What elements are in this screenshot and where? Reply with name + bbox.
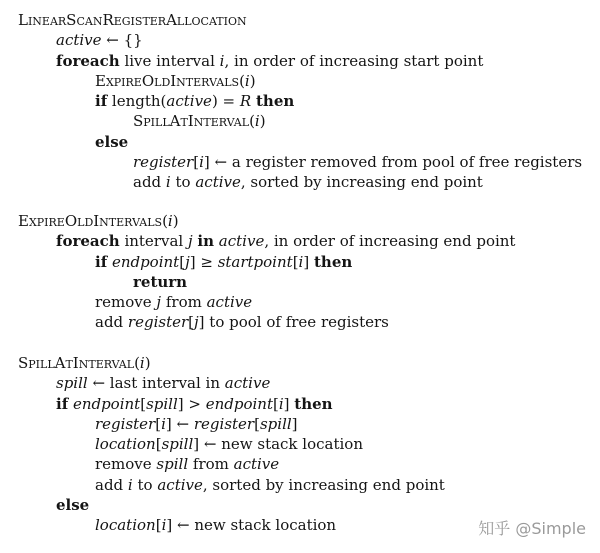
variable: i [244, 71, 250, 90]
code-text: interval [119, 232, 188, 251]
code-text: add [95, 475, 128, 494]
variable: j [156, 293, 162, 312]
code-text: [ [179, 252, 186, 271]
code-text: live interval [119, 51, 220, 70]
variable: active [206, 293, 253, 312]
procedure-linear-scan-register-allocation [18, 10, 582, 193]
keyword: then [294, 394, 333, 413]
variable: j [185, 252, 190, 271]
code-line [18, 414, 445, 434]
code-line [18, 373, 445, 393]
procedure-expire-old-intervals [18, 211, 515, 333]
code-text: ] ← [165, 414, 194, 433]
keyword: foreach [56, 232, 120, 251]
code-line [18, 475, 445, 495]
variable: active [195, 173, 241, 192]
code-line [18, 515, 445, 535]
keyword: else [56, 496, 90, 515]
code-text: ( [134, 354, 140, 372]
code-text: , sorted by increasing end point [240, 173, 483, 192]
code-text: ( [249, 112, 255, 131]
keyword: else [95, 132, 129, 151]
code-line [18, 132, 582, 152]
procedure-name: SpillAtInterval [133, 112, 250, 131]
variable: endpoint [205, 394, 273, 413]
variable: spill [156, 455, 189, 474]
keyword: if [95, 92, 108, 111]
code-text: ( [162, 212, 168, 230]
code-text: ) [172, 212, 179, 230]
procedure-name: ExpireOldIntervals [95, 71, 240, 90]
variable: R [239, 92, 252, 111]
variable: spill [56, 374, 88, 393]
code-text: [ [273, 394, 279, 413]
code-text: remove [95, 455, 157, 474]
code-text: ] to pool of free registers [198, 313, 389, 332]
code-text: [ [155, 516, 162, 535]
variable: register [95, 414, 156, 433]
code-text: from [161, 293, 207, 312]
code-text: [ [140, 394, 147, 413]
code-line [18, 312, 515, 332]
code-text: add [133, 173, 166, 192]
code-text: ← {} [101, 31, 143, 50]
code-line [18, 30, 582, 50]
code-text: ] ← new stack location [193, 435, 363, 454]
variable: active [157, 475, 203, 494]
code-text: [ [292, 252, 299, 271]
code-line [18, 172, 582, 192]
variable: i [278, 394, 284, 413]
code-text: , in order of increasing end point [264, 232, 516, 251]
code-text: ) [249, 71, 256, 90]
variable: register [133, 153, 194, 172]
code-text: ] ← new stack location [166, 516, 337, 535]
variable: j [187, 232, 193, 251]
code-text: ] ≥ [189, 252, 218, 271]
variable: location [95, 435, 156, 454]
code-text: [ [155, 435, 162, 454]
code-text: ← last interval in [87, 374, 225, 393]
code-text: ) [144, 354, 151, 372]
code-text: ] > [177, 394, 206, 413]
code-line [18, 454, 445, 474]
code-text: ] ← a register removed from pool of free registers [203, 153, 583, 172]
code-line [18, 152, 582, 172]
code-text: , sorted by increasing end point [202, 475, 445, 494]
code-text: ) = [211, 92, 240, 111]
code-line [18, 91, 582, 111]
code-text: [ [188, 313, 195, 332]
code-line [18, 394, 445, 414]
code-text: from [188, 455, 234, 474]
code-text: ] [291, 414, 298, 433]
variable: i [165, 173, 171, 192]
variable: i [298, 252, 304, 271]
code-line [18, 111, 582, 131]
code-text: ] [303, 252, 314, 271]
code-line [18, 353, 445, 373]
keyword: if [95, 252, 108, 271]
code-line [18, 211, 515, 231]
code-text: [ [155, 414, 162, 433]
variable: i [167, 212, 173, 230]
procedure-spill-at-interval [18, 353, 445, 536]
variable: register [127, 313, 189, 332]
code-text: , in order of increasing start point [224, 51, 484, 70]
variable: location [95, 516, 156, 535]
variable: i [161, 414, 166, 433]
code-line [18, 292, 515, 312]
keyword: foreach [56, 51, 120, 70]
code-text: ( [239, 71, 245, 90]
variable: i [139, 354, 145, 372]
procedure-name: ExpireOldIntervals [18, 212, 163, 230]
variable: active [218, 232, 265, 251]
code-text: [ [193, 153, 200, 172]
code-line [18, 71, 582, 91]
variable: j [194, 313, 199, 332]
code-text: remove [95, 293, 157, 312]
variable: i [161, 516, 167, 535]
code-line [18, 231, 515, 251]
procedure-name: SpillAtInterval [18, 354, 135, 372]
code-text: ) [259, 112, 266, 131]
code-text: [ [254, 414, 260, 433]
code-line [18, 434, 445, 454]
keyword: then [313, 252, 353, 271]
code-text: ] [283, 394, 295, 413]
keyword: return [133, 272, 188, 291]
code-line [18, 51, 582, 71]
code-text: to [170, 173, 196, 192]
variable: active [233, 455, 280, 474]
variable: endpoint [111, 252, 180, 271]
procedure-name: LinearScanRegisterAllocation [18, 11, 247, 29]
variable: active [166, 92, 212, 111]
variable: active [224, 374, 271, 393]
variable: i [199, 153, 204, 172]
code-text: length( [107, 92, 167, 111]
variable: spill [146, 394, 178, 413]
code-text: to [132, 475, 158, 494]
variable: i [219, 51, 225, 70]
variable: startpoint [217, 252, 293, 271]
code-line [18, 272, 515, 292]
variable: i [254, 112, 260, 131]
variable: active [56, 31, 102, 50]
code-line [18, 10, 582, 30]
code-text: add [95, 313, 128, 332]
variable: spill [161, 435, 194, 454]
variable: i [127, 475, 133, 494]
keyword: then [255, 92, 295, 111]
variable: endpoint [72, 394, 141, 413]
zhihu-watermark: 知乎 @Simple [478, 519, 586, 538]
keyword: in [197, 232, 215, 251]
keyword: if [56, 394, 69, 413]
code-line [18, 252, 515, 272]
code-line [18, 495, 445, 515]
variable: spill [259, 414, 292, 433]
variable: register [193, 414, 255, 433]
